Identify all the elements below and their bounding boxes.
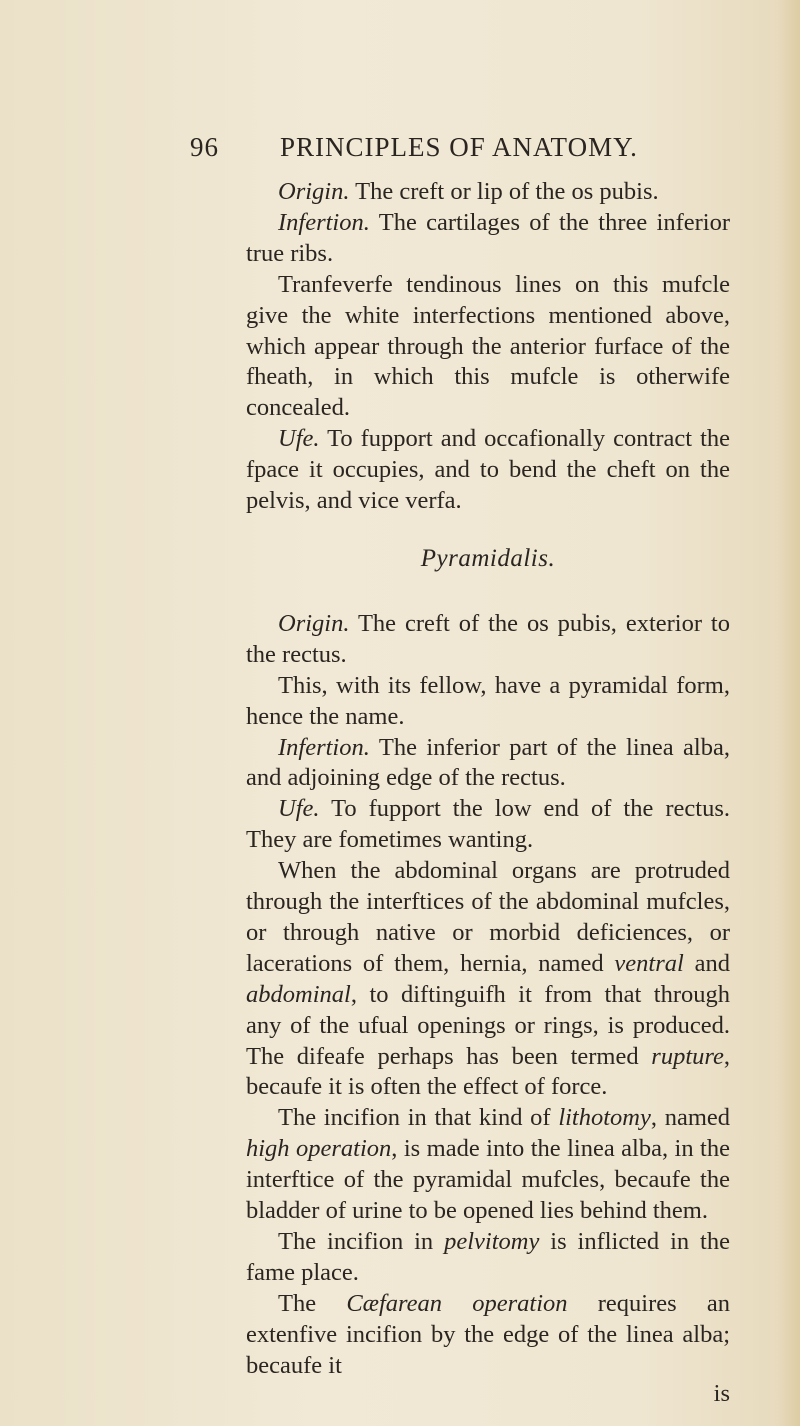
pelvitomy-text-2: is inflicted in the fame place. — [246, 1228, 730, 1286]
lithotomy-text-1: The incifion in that kind of — [278, 1104, 559, 1132]
origin-entry — [246, 177, 730, 208]
use-text: To fupport and occafionally contract the fpace it occupies, and to bend the cheft on the pelvis, and vice verfa. — [246, 425, 730, 515]
term-rupture: rupture — [651, 1042, 724, 1070]
pyramidalis-insertion-text: The inferior part of the linea alba, and adjoining edge of the rectus. — [246, 733, 730, 792]
use-label: Ufe. — [278, 425, 320, 453]
pyramidal-form-paragraph: This, with its fellow, have a pyramidal form, hence the name. — [246, 671, 730, 730]
page-number: 96 — [190, 132, 219, 162]
hernia-text-1: When the abdominal organs are protruded through the interftices of the abdominal mufcles, or through native or morbid deficiences, or lacerations of them, hernia, named — [246, 857, 730, 977]
lithotomy-text-2: , named — [650, 1104, 730, 1132]
caesarean-paragraph — [246, 1289, 730, 1382]
pyramidalis-use-text: To fupport the low end of the rectus. They are fometimes wanting. — [246, 795, 730, 854]
pyramidalis-use-entry — [246, 794, 730, 856]
hernia-text-3: , to diftinguifh it from that through any of the ufual openings or rings, is produced. The difeafe perhaps has been termed — [246, 980, 730, 1070]
hernia-text-2: and — [683, 949, 731, 977]
pyramidalis-origin-text: The creft of the os pubis, exterior to the rectus. — [246, 609, 730, 668]
pelvitomy-paragraph — [246, 1227, 730, 1289]
pyramidalis-use-label: Ufe. — [278, 795, 320, 823]
hernia-text-4: , becaufe it is often the effect of force. — [246, 1042, 730, 1101]
pyramidalis-origin-label: Origin. — [278, 609, 350, 637]
page-header — [190, 132, 750, 168]
insertion-text: The cartilages of the three inferior true ribs. — [246, 208, 730, 267]
term-abdominal: abdominal — [246, 980, 351, 1008]
body-text — [246, 177, 730, 1406]
page-edge-stain — [778, 0, 800, 1426]
insertion-entry — [246, 208, 730, 270]
term-pelvitomy: pelvitomy — [444, 1228, 540, 1255]
caesarean-text-2: requires an extenfive incifion by the edge of the linea alba; becaufe it — [246, 1289, 731, 1379]
use-entry — [246, 424, 730, 517]
pyramidalis-insertion-label: Infertion. — [278, 733, 370, 761]
lithotomy-text-3: , is made into the linea alba, in the interftice of the pyramidal mufcles, becaufe the bladder of urine to be opened lies behind them. — [246, 1135, 730, 1225]
term-ventral: ventral — [614, 949, 684, 977]
pelvitomy-text-1: The incifion in — [278, 1228, 445, 1255]
pyramidalis-origin-entry — [246, 609, 730, 671]
term-high-operation: high operation — [246, 1135, 392, 1163]
tendinous-lines-paragraph: Tranfeverfe tendinous lines on this mufcle give the white interfections mentioned above, which appear through the anterior furface of the fheath, in which this mufcle is otherwife concealed. — [246, 270, 730, 422]
insertion-label: Infertion. — [278, 208, 370, 236]
origin-text: The creft or lip of the os pubis. — [349, 178, 659, 205]
catchword: is — [713, 1379, 730, 1407]
running-title: PRINCIPLES OF ANATOMY. — [280, 132, 638, 162]
term-caesarean-operation: Cæfarean operation — [346, 1289, 568, 1317]
caesarean-text-1: The — [278, 1289, 347, 1317]
lithotomy-paragraph — [246, 1103, 730, 1227]
term-lithotomy: lithotomy — [558, 1104, 651, 1132]
section-heading-pyramidalis: Pyramidalis. — [420, 544, 556, 572]
pyramidalis-insertion-entry — [246, 733, 730, 795]
hernia-paragraph — [246, 856, 730, 1103]
origin-label: Origin. — [278, 178, 350, 205]
